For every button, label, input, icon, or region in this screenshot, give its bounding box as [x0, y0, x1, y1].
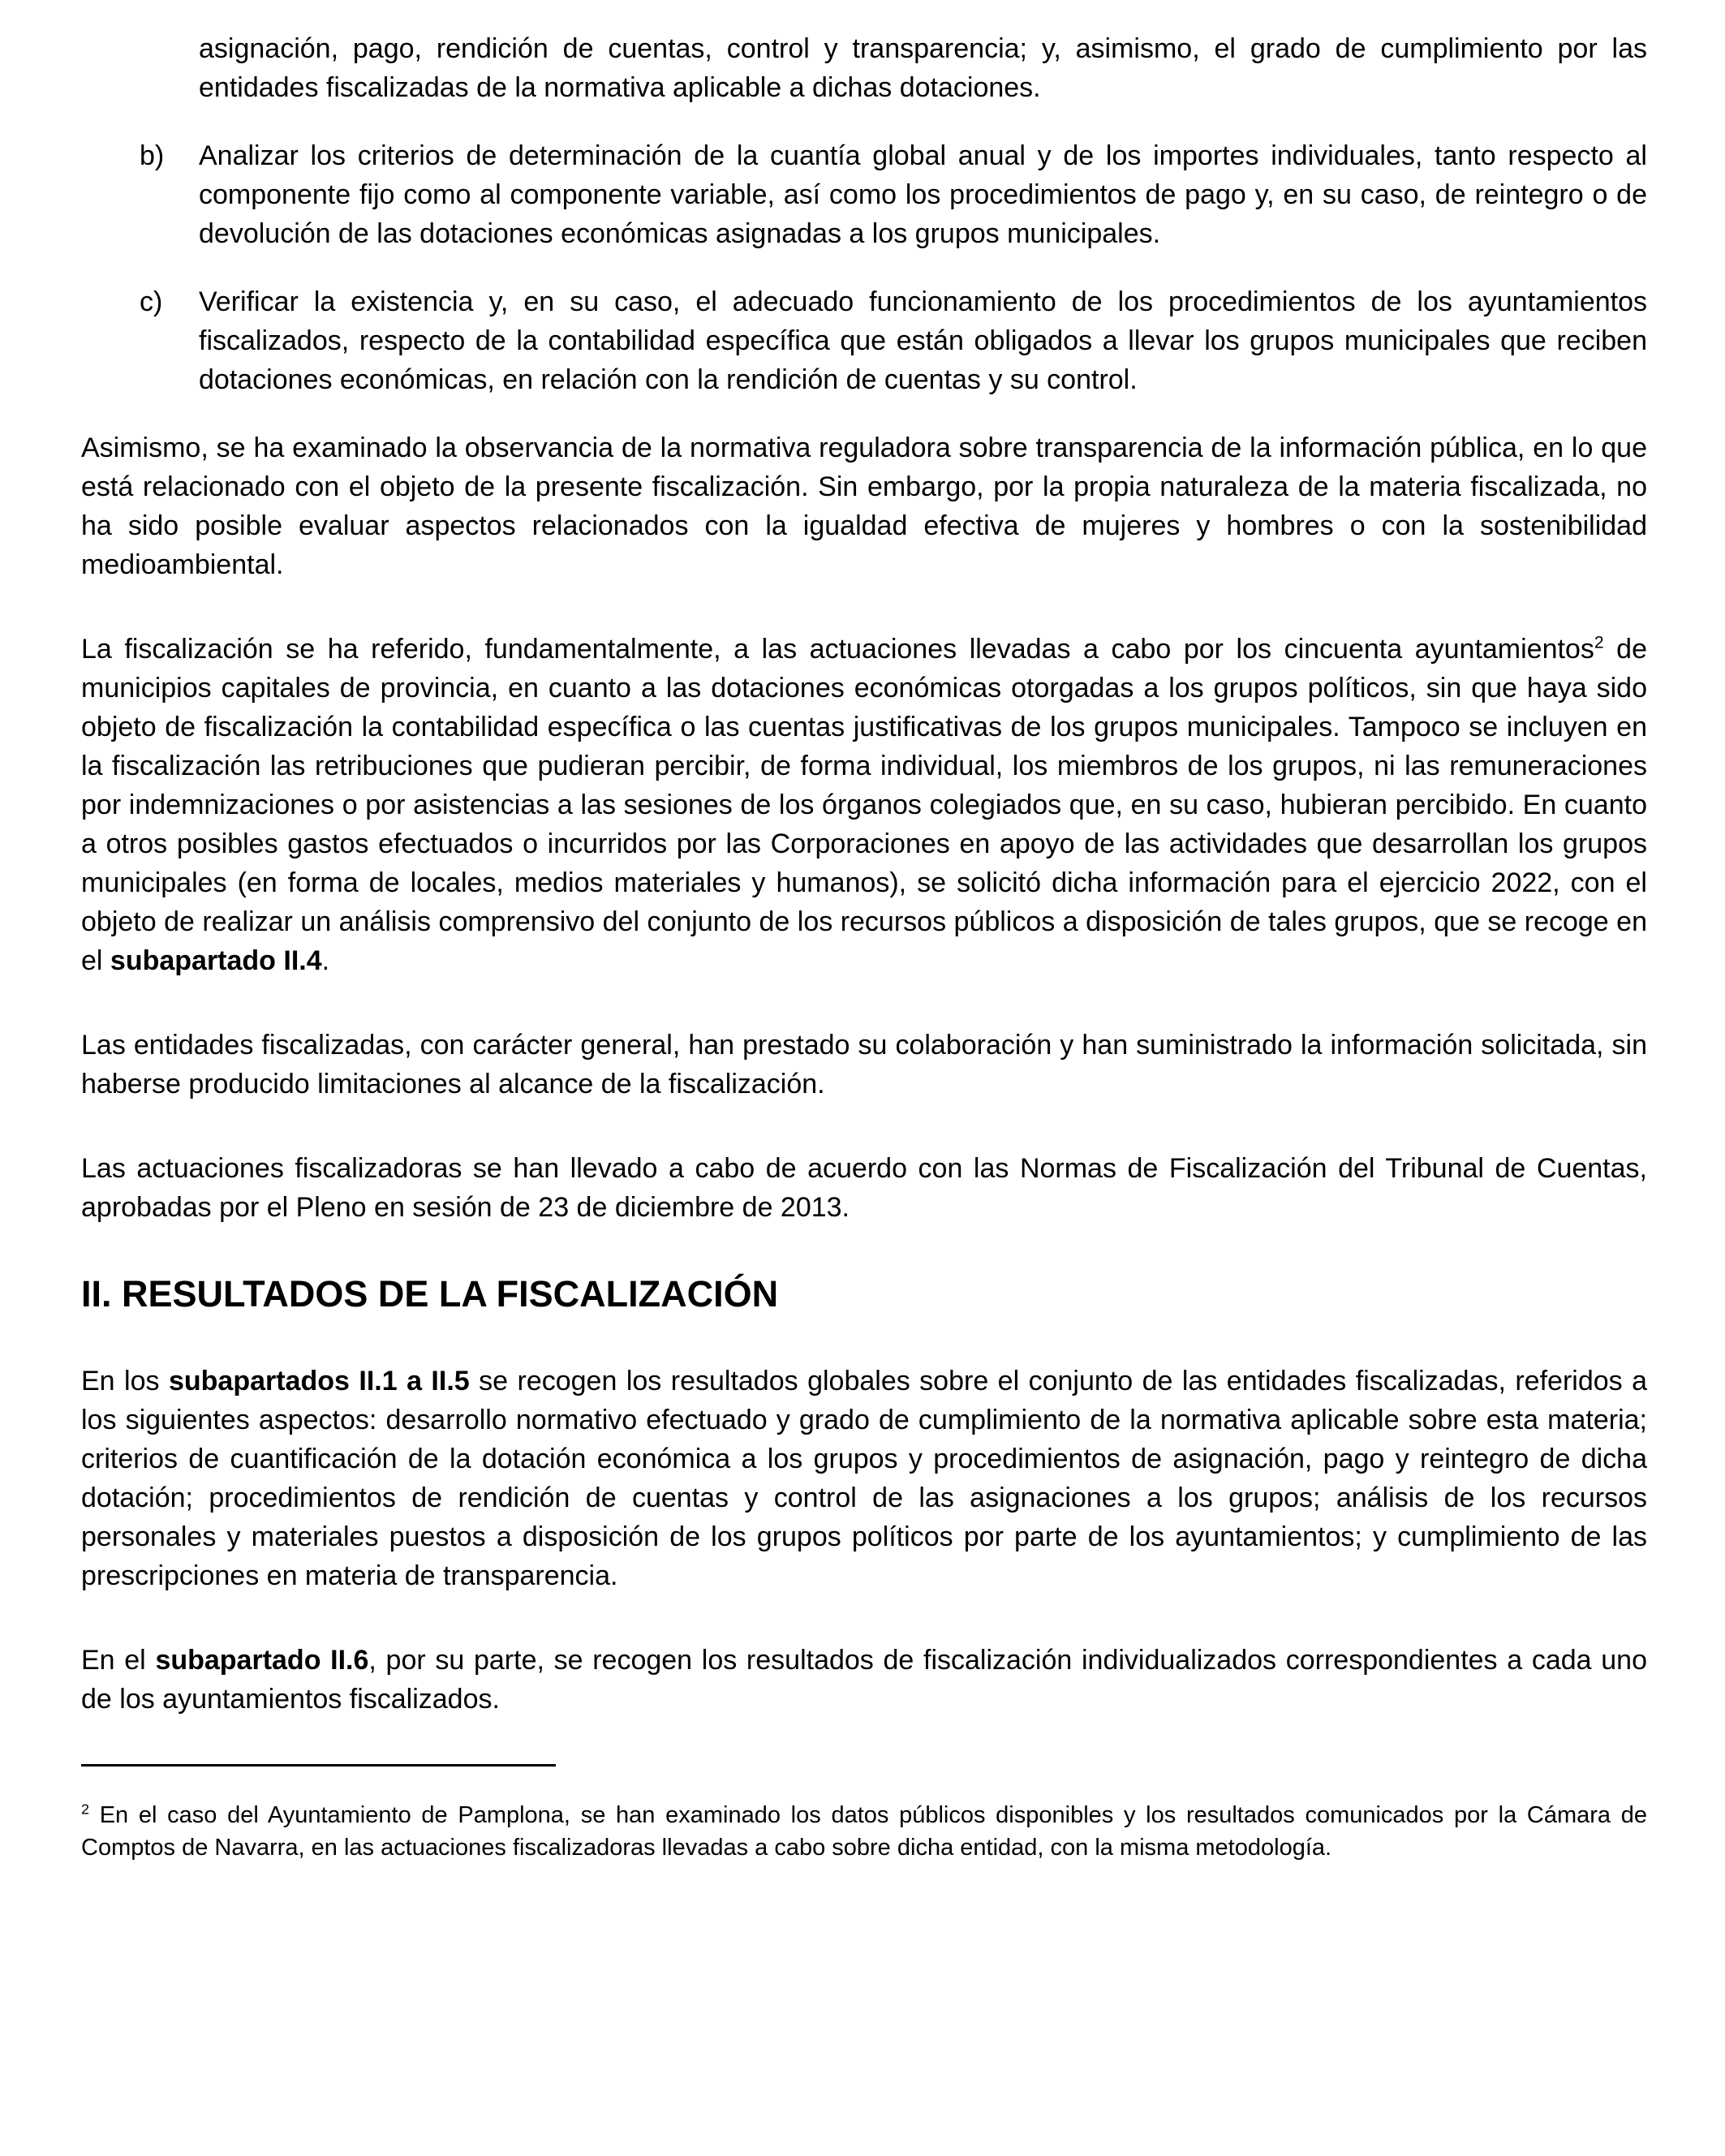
list-item-c: [81, 282, 1647, 399]
list-marker-b: b): [140, 140, 165, 171]
list-item-c-text: Verificar la existencia y, en su caso, el adecuado funcionamiento de los procedimientos de los ayuntamientos fiscalizados, respecto de la contabilidad específica que están obligados a llevar los grupos municipales que reciben dotaciones económicas, en relación con la rendición de cuentas y su control.: [199, 286, 1647, 395]
list-item-a-continuation: asignación, pago, rendición de cuentas, control y transparencia; y, asimismo, el grado de cumplimiento por las entidades fiscalizadas de la normativa aplicable a dichas dotaciones.: [199, 33, 1647, 103]
section-heading-resultados: II. RESULTADOS DE LA FISCALIZACIÓN: [81, 1273, 779, 1315]
paragraph-transparencia: Asimismo, se ha examinado la observancia de la normativa reguladora sobre transparencia de la información pública, en lo que está relacionado con el objeto de la presente fiscalización. Sin embargo, por la propia naturaleza de la materia fiscalizada, no ha sido posible evaluar aspectos relacionados con la igualdad efectiva de mujeres y hombres o con la sostenibilidad medioambiental.: [81, 432, 1647, 580]
paragraph-colaboracion: Las entidades fiscalizadas, con carácter general, han prestado su colaboración y han suministrado la información solicitada, sin haberse producido limitaciones al alcance de la fiscalización.: [81, 1030, 1647, 1100]
footnote-separator: [81, 1764, 556, 1767]
list-item-b: [81, 136, 1647, 253]
footnote-2: $^2$ En el caso del Ayuntamiento de Pamplona, se han examinado los datos públicos disponibles y los resultados comunicados por la Cámara de Comptos de Navarra, en las actuaciones fiscalizadoras llevadas a cabo sobre dicha entidad, con la misma metodología.: [81, 1801, 1647, 1861]
paragraph-subapartado-ii6: En el subapartado II.6, por su parte, se recogen los resultados de fiscalización individualizados correspondientes a cada uno de los ayuntamientos fiscalizados.: [81, 1645, 1647, 1715]
paragraph-subapartados-ii1-ii5: En los subapartados II.1 a II.5 se recogen los resultados globales sobre el conjunto de las entidades fiscalizadas, referidos a los siguientes aspectos: desarrollo normativo efectuado y grado de cumplimiento de la normativa aplicable sobre esta materia; criterios de cuantificación de la dotación económica a los grupos y procedimientos de asignación, pago y reintegro de dicha dotación; procedimientos de rendición de cuentas y control de las asignaciones a los grupos; análisis de los recursos personales y materiales puestos a disposición de los grupos políticos por parte de los ayuntamientos; y cumplimiento de las prescripciones en materia de transparencia.: [81, 1366, 1647, 1591]
list-marker-c: c): [140, 286, 163, 317]
list-item-b-text: Analizar los criterios de determinación de la cuantía global anual y de los importes individuales, tanto respecto al componente fijo como al componente variable, así como los procedimientos de pago y, en su caso, de reintegro o de devolución de las dotaciones económicas asignadas a los grupos municipales.: [199, 140, 1647, 249]
paragraph-alcance-fiscalizacion: La fiscalización se ha referido, fundamentalmente, a las actuaciones llevadas a cabo por los cincuenta ayuntamientos$^2$ de municipios capitales de provincia, en cuanto a las dotaciones económicas otorgadas a los grupos políticos, sin que haya sido objeto de fiscalización la contabilidad específica o las cuentas justificativas de los grupos municipales. Tampoco se incluyen en la fiscalización las retribuciones que pudieran percibir, de forma individual, los miembros de los grupos, ni las remuneraciones por indemnizaciones o por asistencias a las sesiones de los órganos colegiados que, en su caso, hubieran percibido. En cuanto a otros posibles gastos efectuados o incurridos por las Corporaciones en apoyo de las actividades que desarrollan los grupos municipales (en forma de locales, medios materiales y humanos), se solicitó dicha información para el ejercicio 2022, con el objeto de realizar un análisis comprensivo del conjunto de los recursos públicos a disposición de tales grupos, que se recoge en el subapartado II.4.: [81, 633, 1647, 976]
paragraph-normas-fiscalizacion: Las actuaciones fiscalizadoras se han llevado a cabo de acuerdo con las Normas de Fiscalización del Tribunal de Cuentas, aprobadas por el Pleno en sesión de 23 de diciembre de 2013.: [81, 1153, 1647, 1223]
